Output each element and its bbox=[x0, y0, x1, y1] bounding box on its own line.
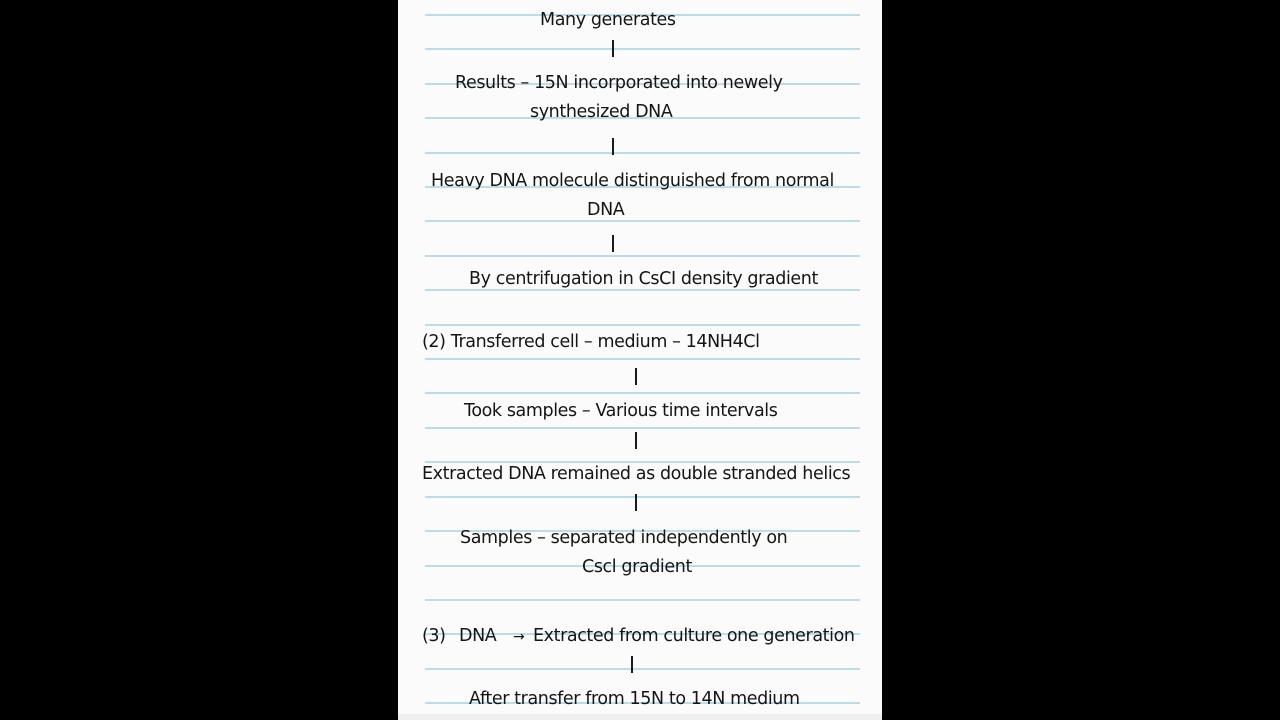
flow-connector bbox=[612, 40, 614, 57]
flow-connector bbox=[612, 138, 614, 155]
bottom-edge bbox=[398, 714, 882, 720]
ruled-line bbox=[425, 599, 860, 601]
notebook-page bbox=[398, 0, 882, 720]
ruled-line bbox=[425, 461, 860, 463]
note-line-heavy-dna: Heavy DNA molecule distinguished from normal bbox=[431, 171, 834, 191]
ruled-line bbox=[425, 427, 860, 429]
flow-connector bbox=[635, 432, 637, 449]
note-line-dna: DNA bbox=[587, 200, 625, 220]
ruled-line bbox=[425, 152, 860, 154]
note-line-cscl-gradient: Cscl gradient bbox=[582, 557, 692, 577]
flow-connector bbox=[635, 494, 637, 511]
ruled-line bbox=[425, 48, 860, 50]
note-line-step3-label: (3) bbox=[422, 626, 446, 646]
note-line-step2-transferred: (2) Transferred cell – medium – 14NH4Cl bbox=[422, 332, 760, 352]
note-line-extracted-dna: Extracted DNA remained as double stranded helics bbox=[422, 464, 851, 484]
flow-connector bbox=[635, 368, 637, 385]
note-line-after-transfer: After transfer from 15N to 14N medium bbox=[469, 689, 800, 709]
ruled-line bbox=[425, 358, 860, 360]
note-line-centrifugation: By centrifugation in CsCI density gradient bbox=[469, 269, 818, 289]
note-line-samples-separated: Samples – separated independently on bbox=[460, 528, 788, 548]
ruled-line bbox=[425, 255, 860, 257]
note-line-synthesized-dna: synthesized DNA bbox=[530, 102, 673, 122]
ruled-line bbox=[425, 289, 860, 291]
ruled-line bbox=[425, 324, 860, 326]
note-line-step3-extracted: Extracted from culture one generation bbox=[533, 626, 855, 646]
note-line-results: Results – 15N incorporated into newely bbox=[455, 73, 783, 93]
note-line-many-generates: Many generates bbox=[540, 10, 676, 30]
arrow-right-icon: → bbox=[513, 629, 525, 645]
ruled-line bbox=[425, 496, 860, 498]
note-line-took-samples: Took samples – Various time intervals bbox=[464, 401, 778, 421]
ruled-line bbox=[425, 668, 860, 670]
flow-connector bbox=[631, 656, 633, 673]
ruled-line bbox=[425, 392, 860, 394]
note-line-step3-dna: DNA bbox=[459, 626, 497, 646]
ruled-line bbox=[425, 220, 860, 222]
flow-connector bbox=[612, 235, 614, 252]
